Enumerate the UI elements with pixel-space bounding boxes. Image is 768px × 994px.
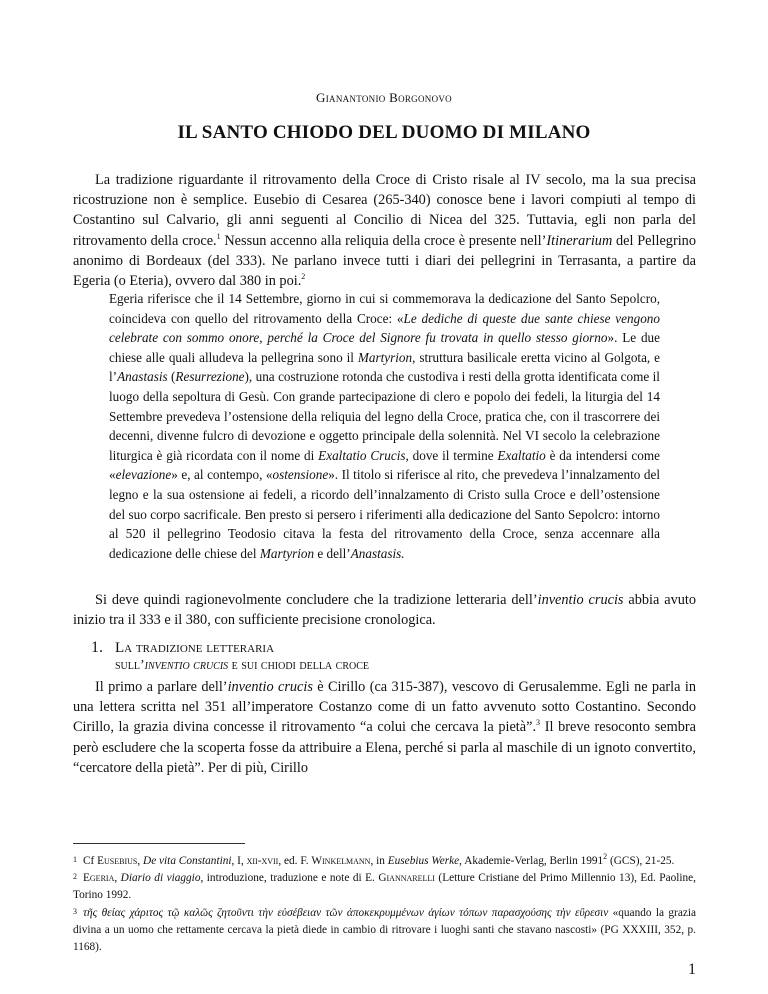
intro-paragraph xyxy=(73,170,696,291)
footnote-ref-2[interactable]: 2 xyxy=(301,272,306,282)
page-number: 1 xyxy=(688,961,696,978)
body-text: Il breve resoconto sembra però escludere che la scoperta fosse da attribuire a Elena, perché si parla al maschile di un ignoto convertito, “cercatore della pietà”. Per di più, Cirillo xyxy=(73,719,696,776)
quote-italic: Le dediche di queste due sante chiese vengono celebrate con sommo onore, perché la Croce del Signore fu trovata in quello stesso giorno xyxy=(109,310,660,346)
footnote-divider xyxy=(73,843,245,844)
conclusion-italic: inventio crucis xyxy=(537,592,624,608)
conclusion-text: Si deve quindi ragionevolmente concludere che la tradizione letteraria dell’ xyxy=(95,592,538,608)
quote-text: , struttura basilicale eretta vicino al Golgota, e l’ xyxy=(109,349,660,385)
quote-text: ». Il titolo si riferisce al rito, che prevedeva l’innalzamento del legno e la sua ostensione ai fedeli, a ricordo dell’innalzamento di Cristo sulla Croce e dell’ostensione del suo corpo sacrificale. Ben presto si persero i riferimenti alla dedicazione del Santo Sepolcro: intorno al 520 il pellegrino Teodosio citava la festa del ritrovamento della Croce, senza accennare alla dedicazione delle chiese del xyxy=(109,467,661,561)
footnote-text: Cf xyxy=(83,855,98,867)
intro-itinerarium: Itinerarium xyxy=(546,232,613,249)
footnote-3 xyxy=(73,905,696,957)
footnote-text: , in xyxy=(370,855,388,867)
section-title-line2 xyxy=(91,658,369,674)
footnote-number: 2 xyxy=(73,872,77,882)
footnote-italic: Diario di viaggio xyxy=(120,872,201,885)
footnote-text: «quando la grazia divina a un uomo che rettamente cercava la pietà diede in cambio di ritrovare i luoghi santi che stavano nascosti» (PG XXXIII, 352, p. 1168). xyxy=(73,906,696,954)
quote-text: Egeria riferisce che il 14 Settembre, giorno in cui si commemorava la dedicazione del Santo Sepolcro, coincideva con quello del ritrovamento della Croce: « xyxy=(109,291,660,326)
quote-text: ». Le due chiese alle quali alludeva la pellegrina sono il xyxy=(109,330,660,365)
footnote-2 xyxy=(73,870,696,904)
footnote-italic: Eusebius Werke xyxy=(387,855,460,867)
footnote-greek: τῆς θείας χάριτος τῷ καλῶς ζητοῦντι τὴν εὐσέβειαν τῶν ἀποκεκρυμμένων ἁγίων τόπων παρασχούσης τὴν εὕρεσιν xyxy=(83,906,609,919)
conclusion-paragraph xyxy=(73,590,696,630)
conclusion-text: abbia avuto inizio tra il 333 e il 380, con sufficiente precisione cronologica. xyxy=(73,592,696,629)
block-quote xyxy=(109,289,660,563)
section-title-line1: La tradizione letteraria xyxy=(115,640,275,656)
intro-text-2: Nessun accenno alla reliquia della croce è presente nell’ xyxy=(220,232,547,249)
footnote-text: (GCS), 21-25. xyxy=(607,855,675,867)
footnote-author: Egeria xyxy=(83,872,115,885)
footnote-author: Eusebius xyxy=(97,855,138,867)
footnote-ref-1[interactable]: 1 xyxy=(216,231,221,241)
quote-italic: Resurrezione xyxy=(175,369,245,385)
footnote-text: , xyxy=(114,872,121,885)
footnote-1 xyxy=(73,853,696,870)
footnote-text: , introduzione, traduzione e note di E. xyxy=(200,872,379,885)
section-heading xyxy=(91,639,369,674)
footnote-ref-3[interactable]: 3 xyxy=(536,718,541,728)
footnote-author: Winkelmann xyxy=(311,855,371,867)
section-title-part: e sui chiodi della croce xyxy=(228,658,369,673)
quote-italic: ostensione xyxy=(272,467,329,483)
quote-italic: Anastasis. xyxy=(350,545,405,561)
body-italic: inventio crucis xyxy=(227,679,313,695)
quote-italic: Martyrion xyxy=(259,545,315,561)
footnote-text: (Letture Cristiane del Primo Millennio 13), Ed. Paoline, Torino 1992. xyxy=(73,872,697,902)
footnote-italic: De vita Constantini xyxy=(143,855,232,867)
section-title-italic: inventio crucis xyxy=(144,658,229,673)
section-number: 1. xyxy=(91,639,103,656)
intro-text-3: del Pellegrino anonimo di Bordeaux (del 333). Ne parlano invece tutti i diari dei pellegrini in Terrasanta, a partire da Egeria (o Eteria), ovvero dal 380 in poi. xyxy=(73,232,696,290)
quote-italic: Exaltatio Crucis xyxy=(318,447,406,463)
footnotes xyxy=(73,853,696,956)
intro-text-1: La tradizione riguardante il ritrovamento della Croce di Cristo risale al IV secolo, ma la sua precisa ricostruzione non è semplice. Eusebio di Cesarea (265-340) conosce bene i lavori compiuti al tempo di Costantino sul Calvario, gli anni seguenti al Concilio di Nicea del 325. Tuttavia, egli non parla del ritrovamento della croce. xyxy=(73,172,696,249)
quote-italic: elevazione xyxy=(115,467,172,483)
footnote-number: 3 xyxy=(73,906,77,916)
quote-text: ), una costruzione rotonda che custodiva i resti della grotta identificata come il luogo della sepoltura di Gesù. Con grande partecipazione di clero e popolo dei fedeli, la liturgia del 14 Settembre prevedeva l’ostensione della reliquia del legno della Croce, pratica che, con il trascorrere dei decenni, divenne fulcro di devozione e oggetto principale della solennità. Nel VI secolo la celebrazione liturgica è già ricordata con il nome di xyxy=(109,369,660,463)
footnote-text: , xyxy=(137,855,144,867)
quote-text: e dell’ xyxy=(314,545,351,561)
footnote-text: , I, xyxy=(231,855,247,867)
author-name: Gianantonio Borgonovo xyxy=(316,90,452,105)
section-title-part: sull’ xyxy=(115,658,145,673)
body-paragraph xyxy=(73,677,696,778)
footnote-sup: 2 xyxy=(603,852,608,862)
quote-italic: Exaltatio xyxy=(497,447,546,463)
footnote-author: Giannarelli xyxy=(378,872,435,885)
footnote-text: , ed. F. xyxy=(278,855,312,867)
quote-text: ( xyxy=(167,369,176,385)
footnote-number: 1 xyxy=(73,855,77,864)
paper-title: IL SANTO CHIODO DEL DUOMO DI MILANO xyxy=(177,122,591,143)
footnote-text: xii-xvii xyxy=(246,855,279,867)
quote-text: » e, al contempo, « xyxy=(171,467,273,483)
quote-text: , dove il termine xyxy=(405,447,498,463)
quote-text: è da intendersi come « xyxy=(109,447,660,483)
footnote-text: , Akademie-Verlag, Berlin 1991 xyxy=(459,855,604,867)
body-text: è Cirillo (ca 315-387), vescovo di Gerusalemme. Egli ne parla in una lettera scritta nel 351 all’imperatore Costanzo come di un fatto avvenuto sotto Costantino. Secondo Cirillo, la grazia divina concesse il ritrovamento “a colui che cercava la pietà”. xyxy=(73,679,696,736)
quote-italic: Martyrion xyxy=(357,349,413,365)
quote-italic: Anastasis xyxy=(117,369,168,385)
body-text: Il primo a parlare dell’ xyxy=(95,679,228,695)
